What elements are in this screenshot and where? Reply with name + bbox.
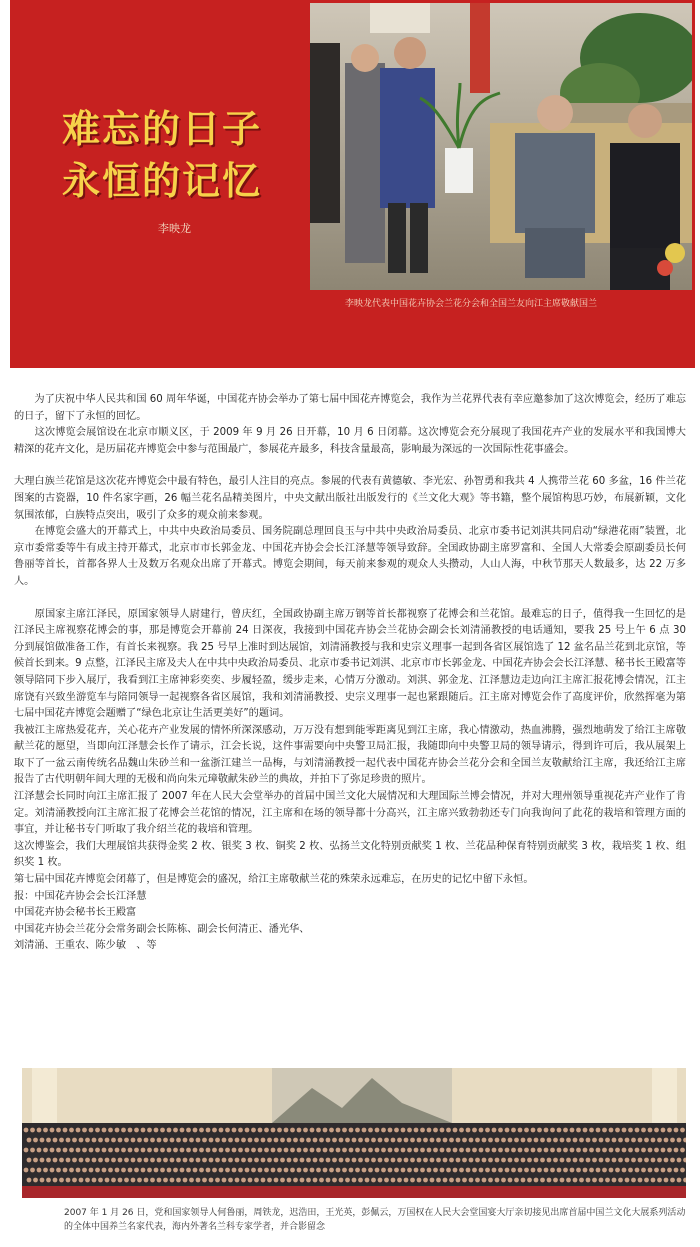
paragraph-opening-ceremony: 在博览会盛大的开幕式上，中共中央政治局委员、国务院副总理回良玉与中共中央政治局委员、北京市委书记刘淇共同启动“绿港花雨”装置，北京市委常委等牛有成主持开幕式，北京市市长郭金龙、中国花卉协会会长江泽慧等领导致辞。全国政协副主席罗富和、全国人大常委会原副委员长何鲁丽等首长，首都各界人士及数万名观众出席了开幕式。博览会期间，每天前来参观的观众人头攒动，人山人海，中秋节那天人数最多，达 22 万多人。 (14, 526, 686, 587)
paragraph-intro: 为了庆祝中华人民共和国 60 周年华诞，中国花卉协会举办了第七届中国花卉博览会，我作为兰花界代表有幸应邀参加了这次博览会，经历了难忘的日子，留下了永恒的回忆。 (14, 394, 686, 422)
group-photo-illustration (22, 1068, 686, 1198)
photo-illustration (310, 3, 692, 290)
paragraph-dali-pavilion: 大理白族兰花馆是这次花卉博览会中最有特色，最引人注目的亮点。参展的代表有黄德敏、李光宏、孙智勇和我共 4 人携带兰花 60 多盆，16 件兰花图案的古瓷器，10 件名家字画，26 幅兰花名品精美图片，中央文献出版社出版发行的《兰文化大观》等书籍，整个展馆构思巧妙，布展新颖，文化氛围浓郁，白族特点突出，吸引了众多的观众前来参观。 (14, 476, 686, 521)
paragraph-inspection: 原国家主席江泽民，原国家领导人尉建行，曾庆红，全国政协副主席万钢等首长都视察了花博会和兰花馆。最难忘的日子，值得我一生回忆的是江泽民主席视察花博会的事，那是博览会开幕前 24 日深夜，我接到中国花卉协会兰花协会副会长刘清涌教授的电话通知，要我 25 号上午 6 点 30 分到展馆做准备工作，有首长来视察。我 25 号早上准时到达展馆，刘清涌教授与我和史宗义理事一起到各省区展馆选了 12 盆名品兰花到北京馆，等候首长到来。9 点整，江泽民主席及夫人在中共中央政治局委员、北京市委书记刘淇、北京市市长郭金龙、中国花卉协会会长江泽慧、秘书长王殿富等领导陪同下步入展厅，我看到江主席神彩奕奕、步履轻盈，缓步走来，心情万分激动。刘淇、郭金龙、江泽慧边走边向江主席汇报花博会情况，江主席饶有兴致坐游览车与陪同领导一起视察各省区展馆，我和刘清涌教授、史宗义理事一起也紧跟随后。江主席对博览会作了高度评价，欣然挥毫为第七届中国花卉博览会题赠了“绿色北京让生活更美好”的题词。 (14, 608, 686, 720)
photo-caption: 李映龙代表中国花卉协会兰花分会和全国兰友向江主席敬献国兰 (345, 299, 598, 309)
orchid-presentation-photo (310, 3, 692, 290)
recipient-line-1: 报：中国花卉协会会长江泽慧 (14, 890, 147, 902)
paragraph-closing: 第七届中国花卉博览会闭幕了，但是博览会的盛况，给江主席敬献兰花的殊荣永远难忘，在历史的记忆中留下永恒。 (14, 874, 534, 886)
article-title-line-1: 难忘的日子 (62, 107, 263, 151)
paragraph-venue: 这次博览会展馆设在北京市顺义区，于 2009 年 9 月 26 日开幕，10 月 6 日闭幕。这次博览会充分展现了我国花卉产业的发展水平和我国博大精深的花卉文化，是历届花卉博览会中参与范围最广，参展花卉最多，科技含量最高，影响最为深远的一次国际性花事盛会。 (14, 427, 686, 455)
group-photo-caption: 2007 年 1 月 26 日，党和国家领导人何鲁丽，周铁龙，迟浩田，王光英，彭佩云，万国权在人民大会堂国宴大厅亲切接见出席首届中国兰文化大展系列活动的全体中国养兰名家代表，海内外著名兰科专家学者，并合影留念 (64, 1208, 686, 1232)
article-title-line-2: 永恒的记忆 (62, 159, 263, 203)
author-name: 李映龙 (158, 222, 191, 235)
header-banner (10, 0, 695, 368)
group-photo (22, 1068, 686, 1198)
paragraph-orchid-presentation: 我被江主席热爱花卉，关心花卉产业发展的情怀所深深感动，万万没有想到能零距离见到江主席，我心情激动，热血沸腾，强烈地萌发了给江主席敬献兰花的愿望，当即向江泽慧会长作了请示，江会长说，这件事需要向中央警卫局汇报，我随即向中央警卫局的领导请示，得到许可后，我从展架上取下了一盆云南传统名品魏山朱砂兰和一盆浙江建兰一品梅，与刘清涌教授一起代表中国花卉协会兰花分会和全国兰友敬献给江主席，我还给江主席报告了古代明朝年间大理的无极和尚向朱元璋敬献朱砂兰的典故，并拍下了弥足珍贵的照片。 (14, 724, 686, 786)
recipient-line-4: 刘清涌、王重农、陈少敏 、等 (14, 940, 157, 952)
paragraph-report: 江泽慧会长同时向江主席汇报了 2007 年在人民大会堂举办的首届中国兰文化大展情况和大理国际兰博会情况，并对大理州领导重视花卉产业作了肯定。刘清涌教授向江主席汇报了花博会兰花馆的情况，江主席和在场的领导都十分高兴，江主席兴致勃勃还专门向我询问了此花的栽培和管理方面的事宜，并让秘书专门听取了我介绍兰花的栽培和管理。 (14, 791, 686, 836)
recipient-line-3: 中国花卉协会兰花分会常务副会长陈栋、副会长何清正、潘光华、 (14, 923, 310, 935)
article-body (14, 392, 686, 955)
paragraph-awards: 这次博鉴会，我们大理展馆共获得金奖 2 枚、银奖 3 枚、铜奖 2 枚、弘扬兰文化特别贡献奖 1 枚、兰花品种保育特别贡献奖 3 枚，栽培奖 1 枚、组织奖 1 枚。 (14, 840, 686, 869)
recipient-line-2: 中国花卉协会秘书长王殿富 (14, 907, 137, 919)
